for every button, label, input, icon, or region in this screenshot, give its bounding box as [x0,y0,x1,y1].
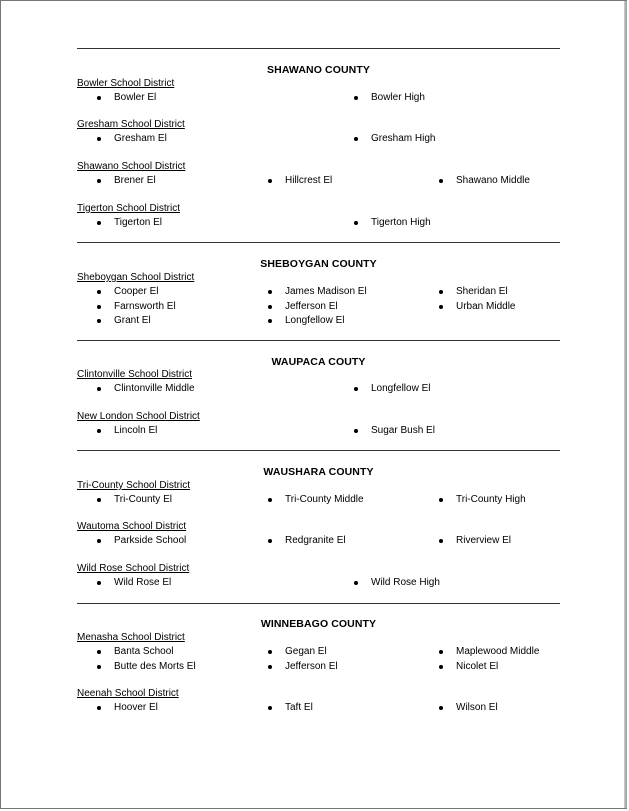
bullet-icon [97,650,101,654]
school-name: Gegan El [285,646,327,657]
bullet-icon [268,305,272,309]
school-name: Nicolet El [456,660,499,672]
district-name: Neenah School District [77,688,179,699]
bullet-icon [97,387,101,391]
bullet-icon [439,179,443,183]
district-name: Tigerton School District [77,203,180,214]
bullet-icon [97,96,101,100]
school-name: James Madison El [285,286,367,297]
bullet-icon [354,221,358,225]
county-heading: SHEBOYGAN COUNTY [260,258,377,270]
school-name: Tigerton High [371,217,431,228]
school-name: Wild Rose El [114,577,172,588]
bullet-icon [97,429,101,433]
section-divider [77,450,560,451]
bullet-icon [439,706,443,710]
school-name: Gresham High [371,133,436,144]
school-name: Clintonville Middle [114,383,195,394]
school-name: Butte des Morts El [114,660,196,672]
school-name: Longfellow El [371,383,431,394]
bullet-icon [97,581,101,585]
school-name: Tri-County High [456,494,526,505]
district-name: Wautoma School District [77,521,187,532]
bullet-icon [268,539,272,543]
school-name: Tri-County El [114,494,172,505]
school-name: Cooper El [114,286,159,297]
school-name: Jefferson El [285,660,338,672]
section-divider [77,242,560,243]
bullet-icon [439,539,443,543]
bullet-icon [354,96,358,100]
bullet-icon [354,429,358,433]
school-name: Urban Middle [456,300,516,312]
bullet-icon [439,305,443,309]
school-name: Grant El [114,315,151,327]
section-divider [77,340,560,341]
school-name: Wilson El [456,702,498,713]
bullet-icon [354,137,358,141]
bullet-icon [97,305,101,309]
bullet-icon [268,179,272,183]
county-heading: SHAWANO COUNTY [267,64,370,76]
district-name: Clintonville School District [77,369,193,380]
school-name: Longfellow El [285,315,345,327]
school-name: Taft El [285,702,313,713]
school-name: Hoover El [114,702,158,713]
school-name: Redgranite El [285,535,346,546]
bullet-icon [97,137,101,141]
bullet-icon [268,290,272,294]
district-name: Tri-County School District [77,480,190,491]
county-heading: WAUSHARA COUNTY [263,466,374,478]
bullet-icon [97,539,101,543]
school-name: Sugar Bush El [371,425,435,436]
school-name: Banta School [114,646,174,657]
bullet-icon [268,665,272,669]
school-name: Wild Rose High [371,577,440,588]
bullet-icon [97,179,101,183]
bullet-icon [97,290,101,294]
bullet-icon [439,498,443,502]
bullet-icon [97,221,101,225]
bullet-icon [268,650,272,654]
bullet-icon [268,706,272,710]
district-name: New London School District [77,411,200,422]
section-divider [77,603,560,604]
bullet-icon [268,319,272,323]
bullet-icon [97,665,101,669]
bullet-icon [439,290,443,294]
school-name: Shawano Middle [456,175,530,186]
school-name: Parkside School [114,535,187,546]
school-name: Hillcrest El [285,175,333,186]
school-name: Tri-County Middle [285,494,364,505]
school-name: Bowler High [371,92,425,103]
bullet-icon [439,665,443,669]
bullet-icon [97,319,101,323]
bullet-icon [354,581,358,585]
bullet-icon [97,498,101,502]
bullet-icon [439,650,443,654]
bullet-icon [97,706,101,710]
district-name: Sheboygan School District [77,272,195,283]
district-name: Gresham School District [77,119,185,130]
school-name: Brener El [114,175,156,186]
school-name: Sheridan El [456,286,508,297]
district-name: Bowler School District [77,78,175,89]
school-name: Gresham El [114,133,167,144]
school-name: Maplewood Middle [456,646,540,657]
county-heading: WINNEBAGO COUNTY [260,618,377,630]
school-name: Lincoln El [114,425,158,436]
school-name: Farnsworth El [114,300,176,312]
district-name: Shawano School District [77,161,186,172]
bullet-icon [268,498,272,502]
school-name: Jefferson El [285,300,338,312]
school-name: Riverview El [456,535,512,546]
district-name: Menasha School District [77,632,185,643]
bullet-icon [354,387,358,391]
page-edge-shadow [624,1,627,808]
section-divider [77,48,560,49]
school-name: Tigerton El [114,217,162,228]
school-name: Bowler El [114,92,157,103]
district-name: Wild Rose School District [77,563,190,574]
county-heading: WAUPACA COUTY [271,356,366,368]
